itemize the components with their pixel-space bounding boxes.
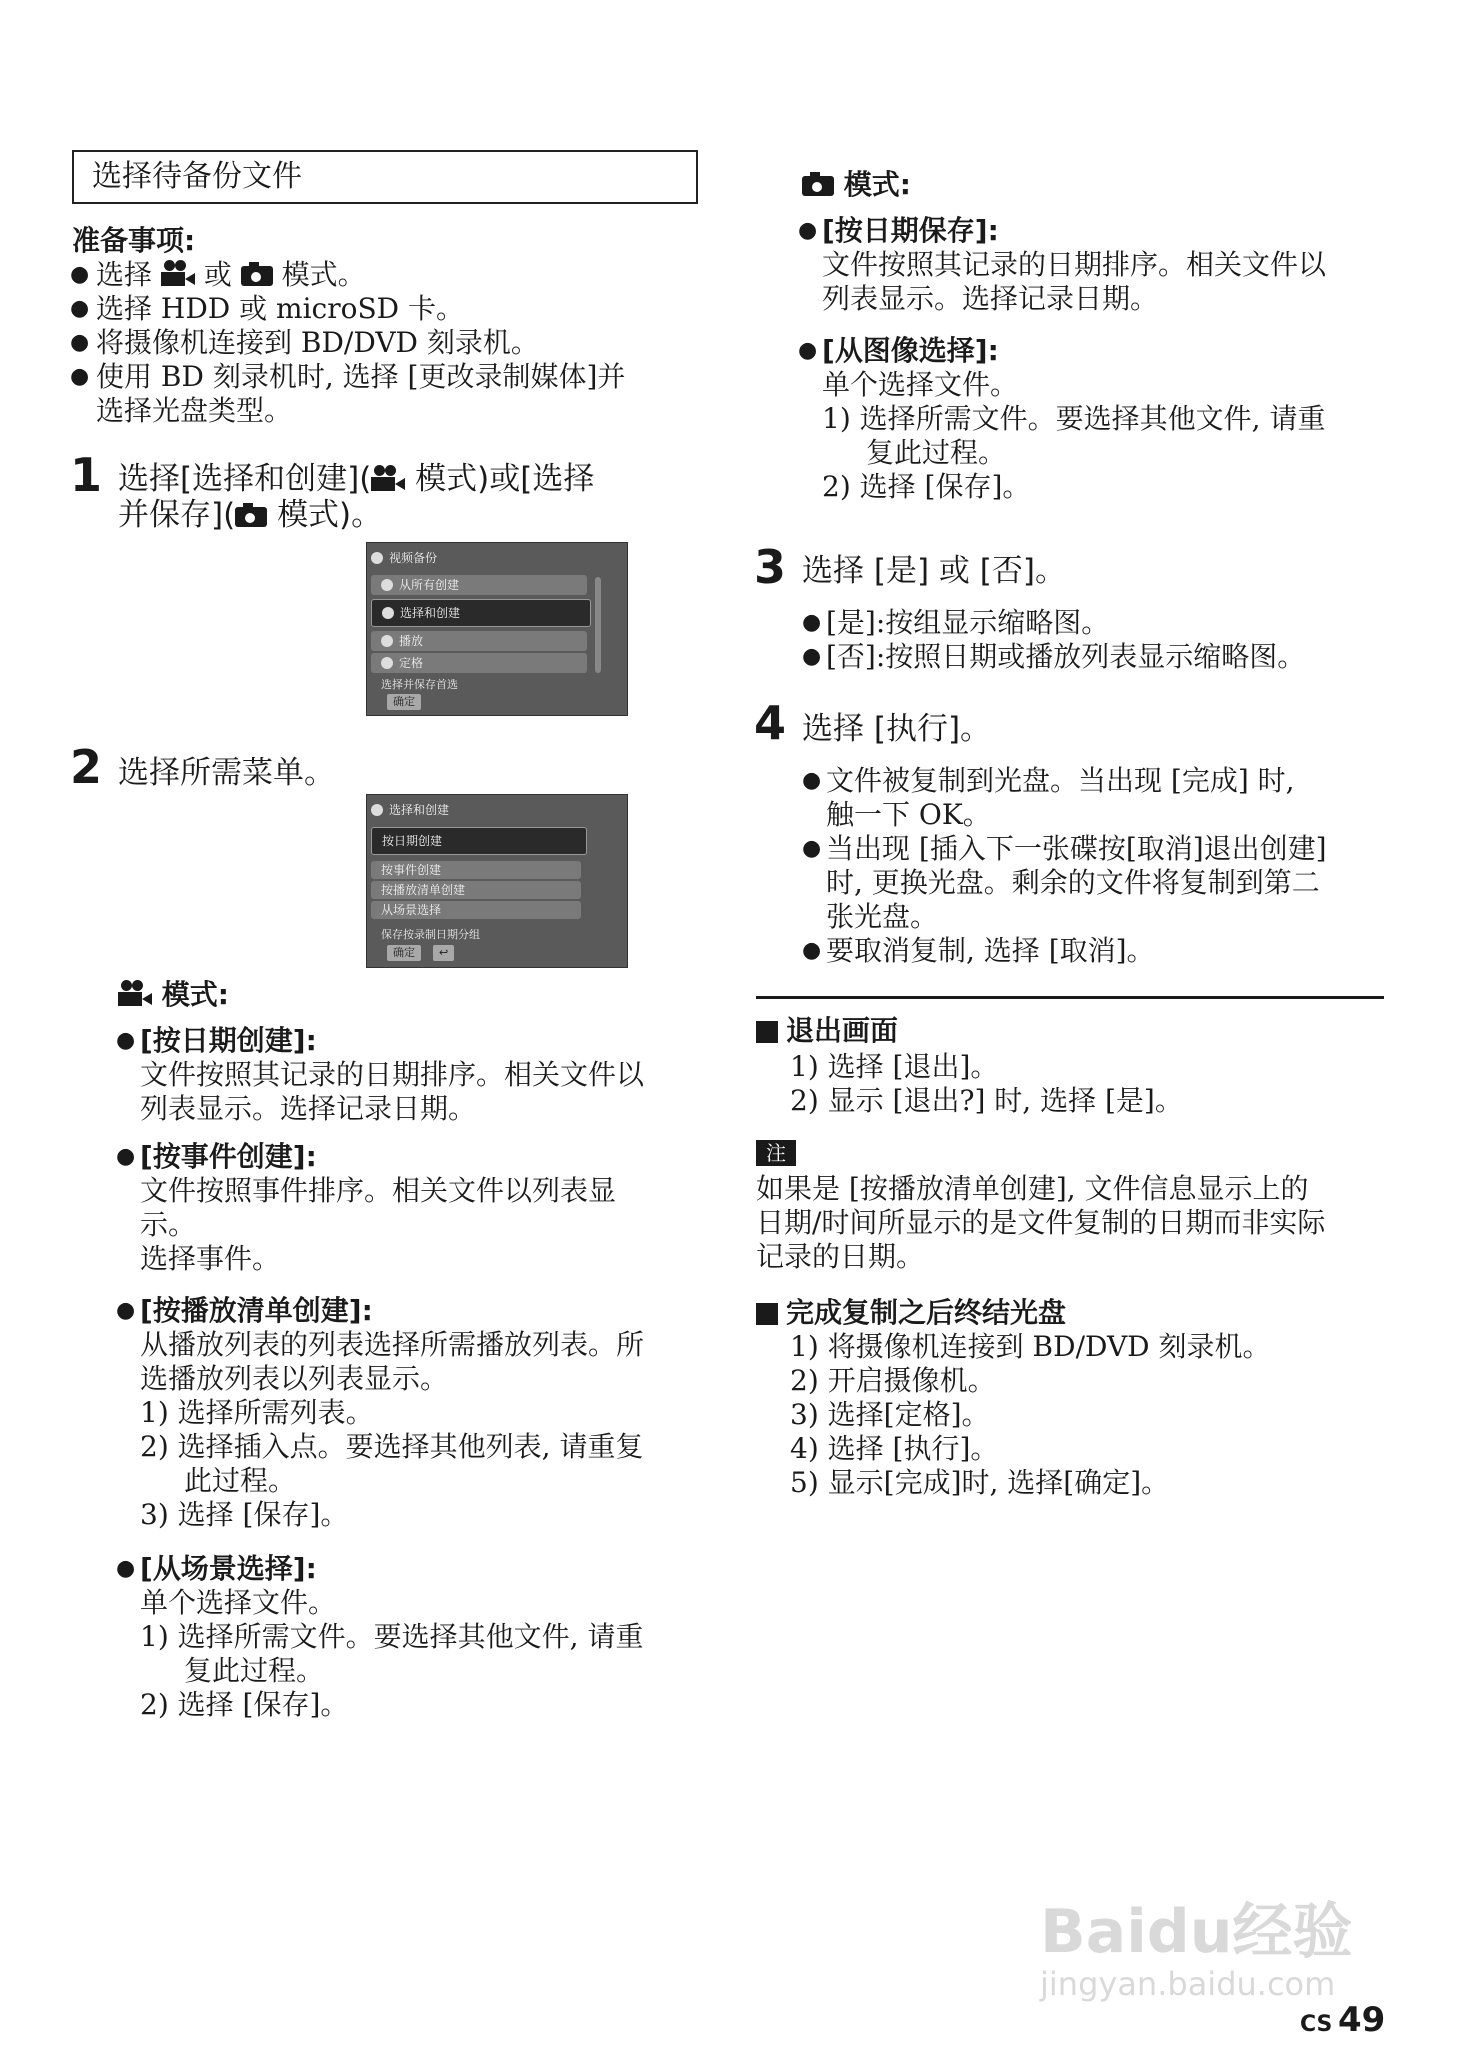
step-4-number: 4 — [754, 696, 787, 750]
section-divider — [756, 996, 1384, 999]
video-icon — [371, 552, 383, 564]
menu-screen-video-backup — [366, 542, 628, 716]
photo-mode-heading: 模式: — [802, 168, 911, 202]
camera-mode-icon — [241, 262, 273, 286]
step-2-number: 2 — [70, 740, 103, 794]
screen-menu-item[interactable]: 从场景选择 — [371, 901, 581, 919]
step-3-text: 选择 [是] 或 [否]。 — [802, 553, 1066, 589]
prep-item-4-cont: 选择光盘类型。 — [96, 394, 293, 427]
photo-option-by-date: ● [按日期保存]: 文件按照其记录的日期排序。相关文件以 列表显示。选择记录日期。 — [798, 214, 1327, 315]
exit-step-2: 2) 显示 [退出?] 时, 选择 [是]。 — [790, 1084, 1183, 1117]
screen-menu-item[interactable]: 从所有创建 — [371, 575, 587, 595]
square-marker-icon — [756, 1021, 778, 1043]
screen-menu-item[interactable]: 播放 — [371, 631, 587, 651]
screen-menu-item[interactable]: 按播放清单创建 — [371, 881, 581, 899]
screen-hint: 保存按录制日期分组 — [381, 928, 480, 941]
prep-item-1: ● 选择 或 模式。 — [70, 258, 366, 291]
finalize-heading: 完成复制之后终结光盘 — [756, 1296, 1066, 1330]
screen-scrollbar[interactable] — [595, 577, 601, 673]
step-1-text-line1: 选择[选择和创建]( 模式)或[选择 — [118, 461, 595, 497]
movie-mode-icon — [371, 465, 405, 491]
screen-menu-item-selected[interactable]: 选择和创建 — [371, 599, 591, 627]
step-4-item-3: ● 要取消复制, 选择 [取消]。 — [802, 934, 1155, 967]
step-3-item-yes: ● [是]:按组显示缩略图。 — [802, 606, 1110, 639]
movie-mode-icon — [118, 980, 152, 1006]
movie-mode-heading: 模式: — [118, 978, 229, 1012]
play-icon — [381, 635, 393, 647]
screen-menu-item[interactable]: 定格 — [371, 653, 587, 673]
note-label: 注 — [756, 1140, 796, 1166]
step-4-item-1: ● 文件被复制到光盘。当出现 [完成] 时, 触一下 OK。 — [802, 764, 1295, 831]
movie-option-by-date: ● [按日期创建]: 文件按照其记录的日期排序。相关文件以 列表显示。选择记录日期。 — [116, 1024, 645, 1125]
disc-icon — [381, 579, 393, 591]
movie-option-by-playlist: ● [按播放清单创建]: 从播放列表的列表选择所需播放列表。所 选播放列表以列表显示。 1) 选择所需列表。 2) 选择插入点。要选择其他列表, 请重复 此过程。 3) 选择 [保存]。 — [116, 1294, 645, 1531]
step-1-text-line2: 并保存]( 模式)。 — [118, 497, 383, 533]
baidu-watermark-url: jingyan.baidu.com — [1040, 1965, 1336, 2003]
movie-option-from-scene: ● [从场景选择]: 单个选择文件。 1) 选择所需文件。要选择其他文件, 请重 复此过程。 2) 选择 [保存]。 — [116, 1552, 644, 1721]
movie-option-by-event: ● [按事件创建]: 文件按照事件排序。相关文件以列表显 示。 选择事件。 — [116, 1140, 617, 1275]
camera-mode-icon — [802, 172, 834, 196]
exit-heading: 退出画面 — [756, 1014, 898, 1048]
step-2-text: 选择所需菜单。 — [118, 755, 335, 791]
screen-back-button[interactable]: ↩ — [433, 945, 454, 961]
prep-item-2: ● 选择 HDD 或 microSD 卡。 — [70, 292, 464, 325]
screen-ok-button[interactable]: 确定 — [387, 694, 421, 710]
step-4-item-2: ● 当出现 [插入下一张碟按[取消]退出创建] 时, 更换光盘。剩余的文件将复制到第二 张光盘。 — [802, 832, 1327, 933]
finalize-steps: 1) 将摄像机连接到 BD/DVD 刻录机。 2) 开启摄像机。 3) 选择[定格]。 4) 选择 [执行]。 5) 显示[完成]时, 选择[确定]。 — [790, 1330, 1271, 1499]
section-title: 选择待备份文件 — [72, 150, 698, 204]
video-icon — [371, 804, 383, 816]
screen-menu-item-selected[interactable]: 按日期创建 — [371, 827, 587, 855]
step-3-item-no: ● [否]:按照日期或播放列表显示缩略图。 — [802, 640, 1306, 673]
screen-menu-item[interactable]: 按事件创建 — [371, 861, 581, 879]
prep-item-3: ● 将摄像机连接到 BD/DVD 刻录机。 — [70, 326, 539, 359]
square-marker-icon — [756, 1303, 778, 1325]
screen-title: 选择和创建 — [371, 799, 449, 821]
prep-item-4: ● 使用 BD 刻录机时, 选择 [更改录制媒体]并 — [70, 360, 626, 393]
camera-mode-icon — [235, 503, 267, 527]
finalize-icon — [381, 657, 393, 669]
page-number: CS 49 — [1300, 2000, 1386, 2040]
photo-option-from-image: ● [从图像选择]: 单个选择文件。 1) 选择所需文件。要选择其他文件, 请重 复此过程。 2) 选择 [保存]。 — [798, 334, 1326, 503]
step-4-text: 选择 [执行]。 — [802, 711, 992, 747]
disc-icon — [382, 607, 394, 619]
step-3-number: 3 — [754, 540, 787, 594]
baidu-watermark-logo: Baidu经验 — [1040, 1897, 1353, 1967]
movie-mode-icon — [161, 260, 195, 286]
note-text: 如果是 [按播放清单创建], 文件信息显示上的 日期/时间所显示的是文件复制的日期而非实际 记录的日期。 — [756, 1172, 1326, 1273]
prep-heading: 准备事项: — [72, 224, 196, 257]
exit-step-1: 1) 选择 [退出]。 — [790, 1050, 999, 1083]
screen-ok-button[interactable]: 确定 — [387, 945, 421, 961]
menu-screen-select-create — [366, 794, 628, 968]
step-1-number: 1 — [70, 448, 103, 502]
screen-title: 视频备份 — [371, 547, 437, 569]
screen-hint: 选择并保存首选 — [381, 678, 458, 691]
